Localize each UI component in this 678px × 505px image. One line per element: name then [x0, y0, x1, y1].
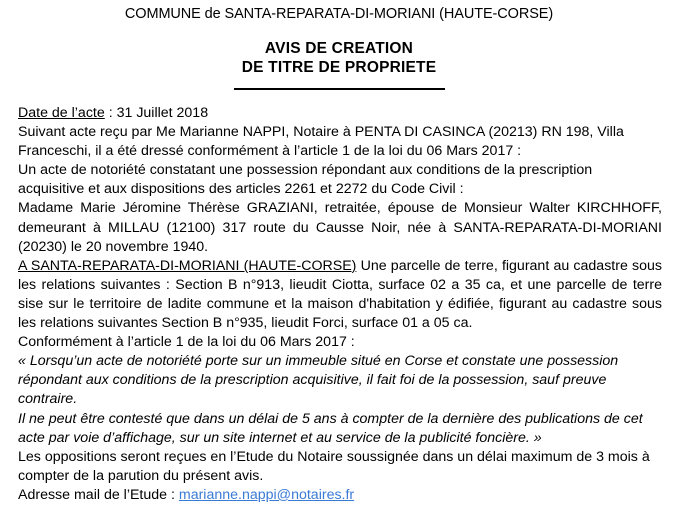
document-title-line-1: AVIS DE CREATION — [264, 40, 414, 57]
date-label: Date de l’acte — [18, 105, 105, 121]
document-body — [0, 104, 678, 505]
horizontal-rule — [234, 88, 445, 90]
quote-paragraph-2: Il ne peut être contesté que dans un délai de 5 ans à compter de la dernière des publications de cet acte par voie d’affichage, sur un site internet et au service de la publicité foncière. » — [18, 410, 643, 446]
title-divider — [0, 88, 678, 90]
date-value: 31 Juillet 2018 — [116, 105, 209, 121]
parcels-text: Une parcelle de terre, figurant au cadastre sous les relations suivantes : Section B n°913, lieudit Ciotta, surface 02 a 35 ca, et une parcelle de terre sise sur le territoire de ladite commune et la maison d'habitation y édifiée, figurant au cadastre sous les relations suivantes Section B n°935, lieudit Forci, surface 01 a 05 ca. — [18, 257, 663, 332]
parcels-paragraph — [18, 257, 662, 333]
date-separator: : — [104, 105, 117, 121]
person-paragraph: Madame Marie Jéromine Thérèse GRAZIANI, retraitée, épouse de Monsieur Walter KIRCHHOFF, demeurant à MILLAU (12100) 317 route du Causse Noir, née à SANTA-REPARATA-DI-MORIANI (20230) le 20 novembre 1940. — [18, 200, 662, 255]
document-title-line-2: DE TITRE DE PROPRIETE — [241, 59, 437, 76]
conformity-paragraph: Conformément à l’article 1 de la loi du 06 Mars 2017 : — [18, 334, 355, 351]
notary-paragraph: Suivant acte reçu par Me Marianne NAPPI, Notaire à PENTA DI CASINCA (20213) RN 198, Villa Franceschi, il a été dressé conformément à l’article 1 de la loi du 06 Mars 2017 : — [18, 124, 624, 160]
location-underlined-label: A SANTA-REPARATA-DI-MORIANI (HAUTE-CORSE) — [18, 257, 357, 274]
acte-notoriete-paragraph: Un acte de notoriété constatant une possession répondant aux conditions de la prescription acquisitive et aux dispositions des articles 2261 et 2272 du Code Civil : — [18, 162, 593, 198]
email-paragraph — [18, 486, 662, 505]
document-header — [0, 0, 678, 90]
date-paragraph — [18, 104, 662, 123]
document-title — [0, 39, 678, 77]
email-label: Adresse mail de l’Etude : — [18, 486, 179, 503]
quote-paragraph-1: « Lorsqu’un acte de notoriété porte sur un immeuble situé en Corse et constate une possession répondant aux conditions de la prescription acquisitive, il fait foi de la possession, sauf preuve contraire. — [18, 353, 619, 408]
commune-heading: COMMUNE de SANTA-REPARATA-DI-MORIANI (HAUTE-CORSE) — [124, 6, 554, 22]
email-link[interactable]: marianne.nappi@notaires.fr — [178, 486, 355, 503]
oppositions-paragraph: Les oppositions seront reçues en l’Etude du Notaire soussignée dans un délai maximum de 3 mois à compter de la parution du présent avis. — [18, 448, 650, 484]
